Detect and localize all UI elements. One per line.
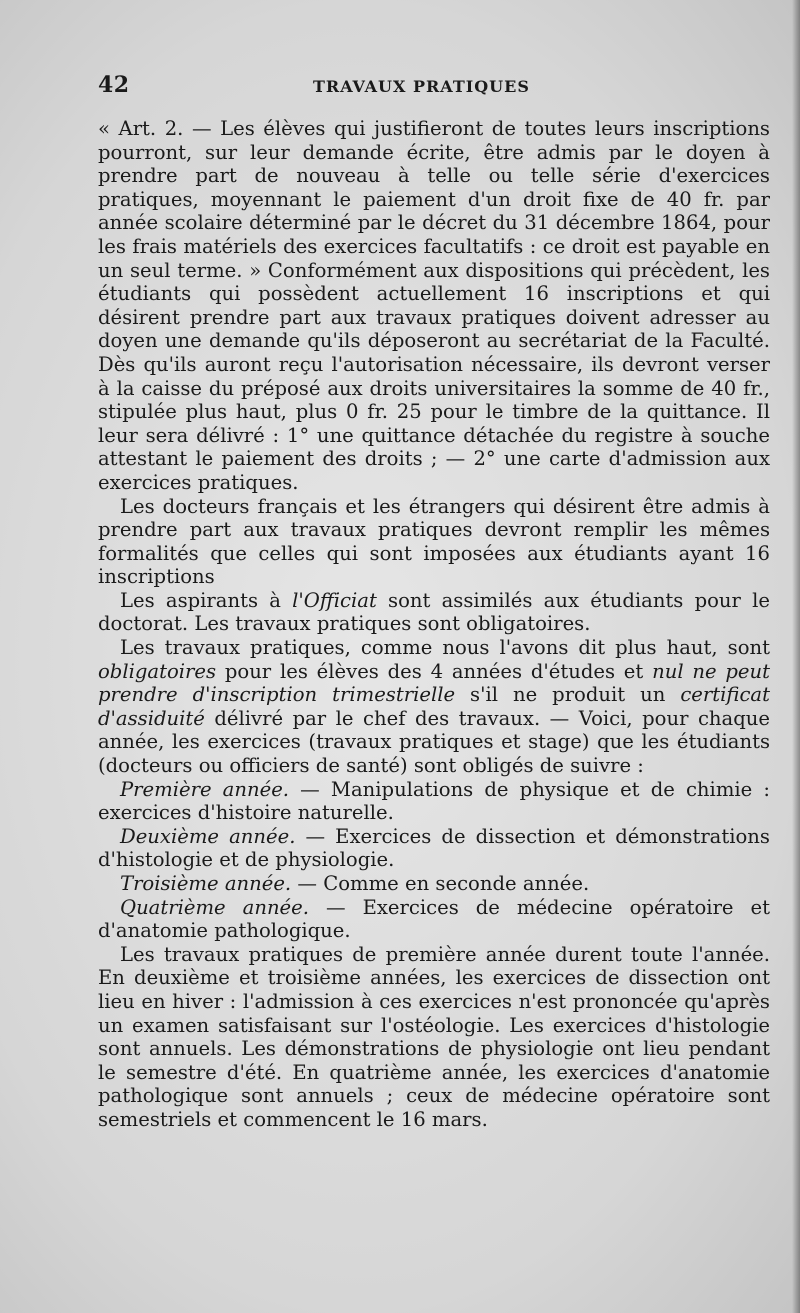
year-description: — Manipulations de physique et de chimie : exercices d'histoire naturelle. (98, 777, 770, 825)
page-body (98, 117, 770, 1132)
list-item-second-year (98, 825, 770, 872)
year-label: Deuxième année. (120, 824, 296, 848)
text-span: Les aspirants à (120, 588, 293, 612)
year-label: Troisième année. (120, 872, 292, 895)
year-description: — Exercices de médecine opératoire et d'anatomie pathologique. (98, 895, 770, 943)
text-span: s'il ne produit un (455, 683, 681, 707)
list-item-third-year (98, 872, 770, 896)
paragraph-schedule: Les travaux pratiques de première année durent toute l'année. En deuxième et troisième années, les exercices de dissection ont lieu en hiver : l'admission à ces exercices n'est prononcée qu'après un examen satisfaisant sur l'ostéologie. Les exercices d'histologie sont annuels. Les démonstrations de physiologie ont lieu pendant le semestre d'été. En quatrième année, les exercices d'anatomie pathologique sont annuels ; ceux de médecine opératoire sont semestriels et commencent le 16 mars. (98, 942, 770, 1131)
running-head: TRAVAUX PRATIQUES (313, 77, 530, 96)
year-label: Quatrième année. (120, 895, 309, 919)
text-span: sont assimilés aux étudiants pour le doctorat. Les travaux pratiques sont obligatoires. (98, 588, 770, 636)
year-description: — Comme en seconde année. (291, 872, 590, 895)
emphasis-text: nul ne peut prendre d'inscription trimestrielle (98, 659, 771, 707)
emphasis-text: l'Officiat (292, 588, 377, 612)
paragraph-aspirants (98, 589, 770, 636)
paragraph-foreign-doctors: Les docteurs français et les étrangers qui désirent être admis à prendre part aux travaux pratiques devront remplir les mêmes formalités que celles qui sont imposées aux étudiants ayant 16 inscriptions (98, 494, 770, 589)
emphasis-text: obligatoires (98, 659, 217, 683)
page-spine-shadow (792, 0, 800, 1313)
paragraph-article-2: « Art. 2. — Les élèves qui justifieront de toutes leurs inscriptions pourront, sur leur demande écrite, être admis par le doyen à prendre part de nouveau à telle ou telle série d'exercices pratiques, moyennant le paiement d'un droit fixe de 40 fr. par année scolaire déterminé par le décret du 31 décembre 1864, pour les frais matériels des exercices facultatifs : ce droit est payable en un seul terme. » Conformément aux dispositions qui précèdent, les étudiants qui possèdent actuellement 16 inscriptions et qui désirent prendre part aux travaux pratiques doivent adresser au doyen une demande qu'ils déposeront au secrétariat de la Faculté. Dès qu'ils auront reçu l'autorisation nécessaire, ils devront verser à la caisse du préposé aux droits universitaires la somme de 40 fr., stipulée plus haut, plus 0 fr. 25 pour le timbre de la quittance. Il leur sera délivré : 1° une quittance détachée du registre à souche attestant le paiement des droits ; — 2° une carte d'admission aux exercices pratiques. (98, 117, 770, 494)
year-description: — Exercices de dissection et démonstrations d'histologie et de physiologie. (98, 824, 770, 872)
text-span: Les travaux pratiques, comme nous l'avons dit plus haut, sont (120, 636, 770, 660)
list-item-fourth-year (98, 896, 770, 943)
text-span: pour les élèves des 4 années d'études et (216, 659, 653, 683)
page-header (98, 72, 778, 102)
emphasis-text: certificat d'assiduité (98, 683, 770, 730)
year-label: Première année. (120, 777, 290, 801)
paragraph-obligations (98, 636, 770, 778)
page-number: 42 (98, 72, 130, 98)
list-item-first-year (98, 778, 770, 825)
text-span: délivré par le chef des travaux. — Voici, pour chaque année, les exercices (travaux pratiques et stage) que les étudiants (docteurs ou officiers de santé) sont obligés de suivre : (98, 706, 770, 778)
